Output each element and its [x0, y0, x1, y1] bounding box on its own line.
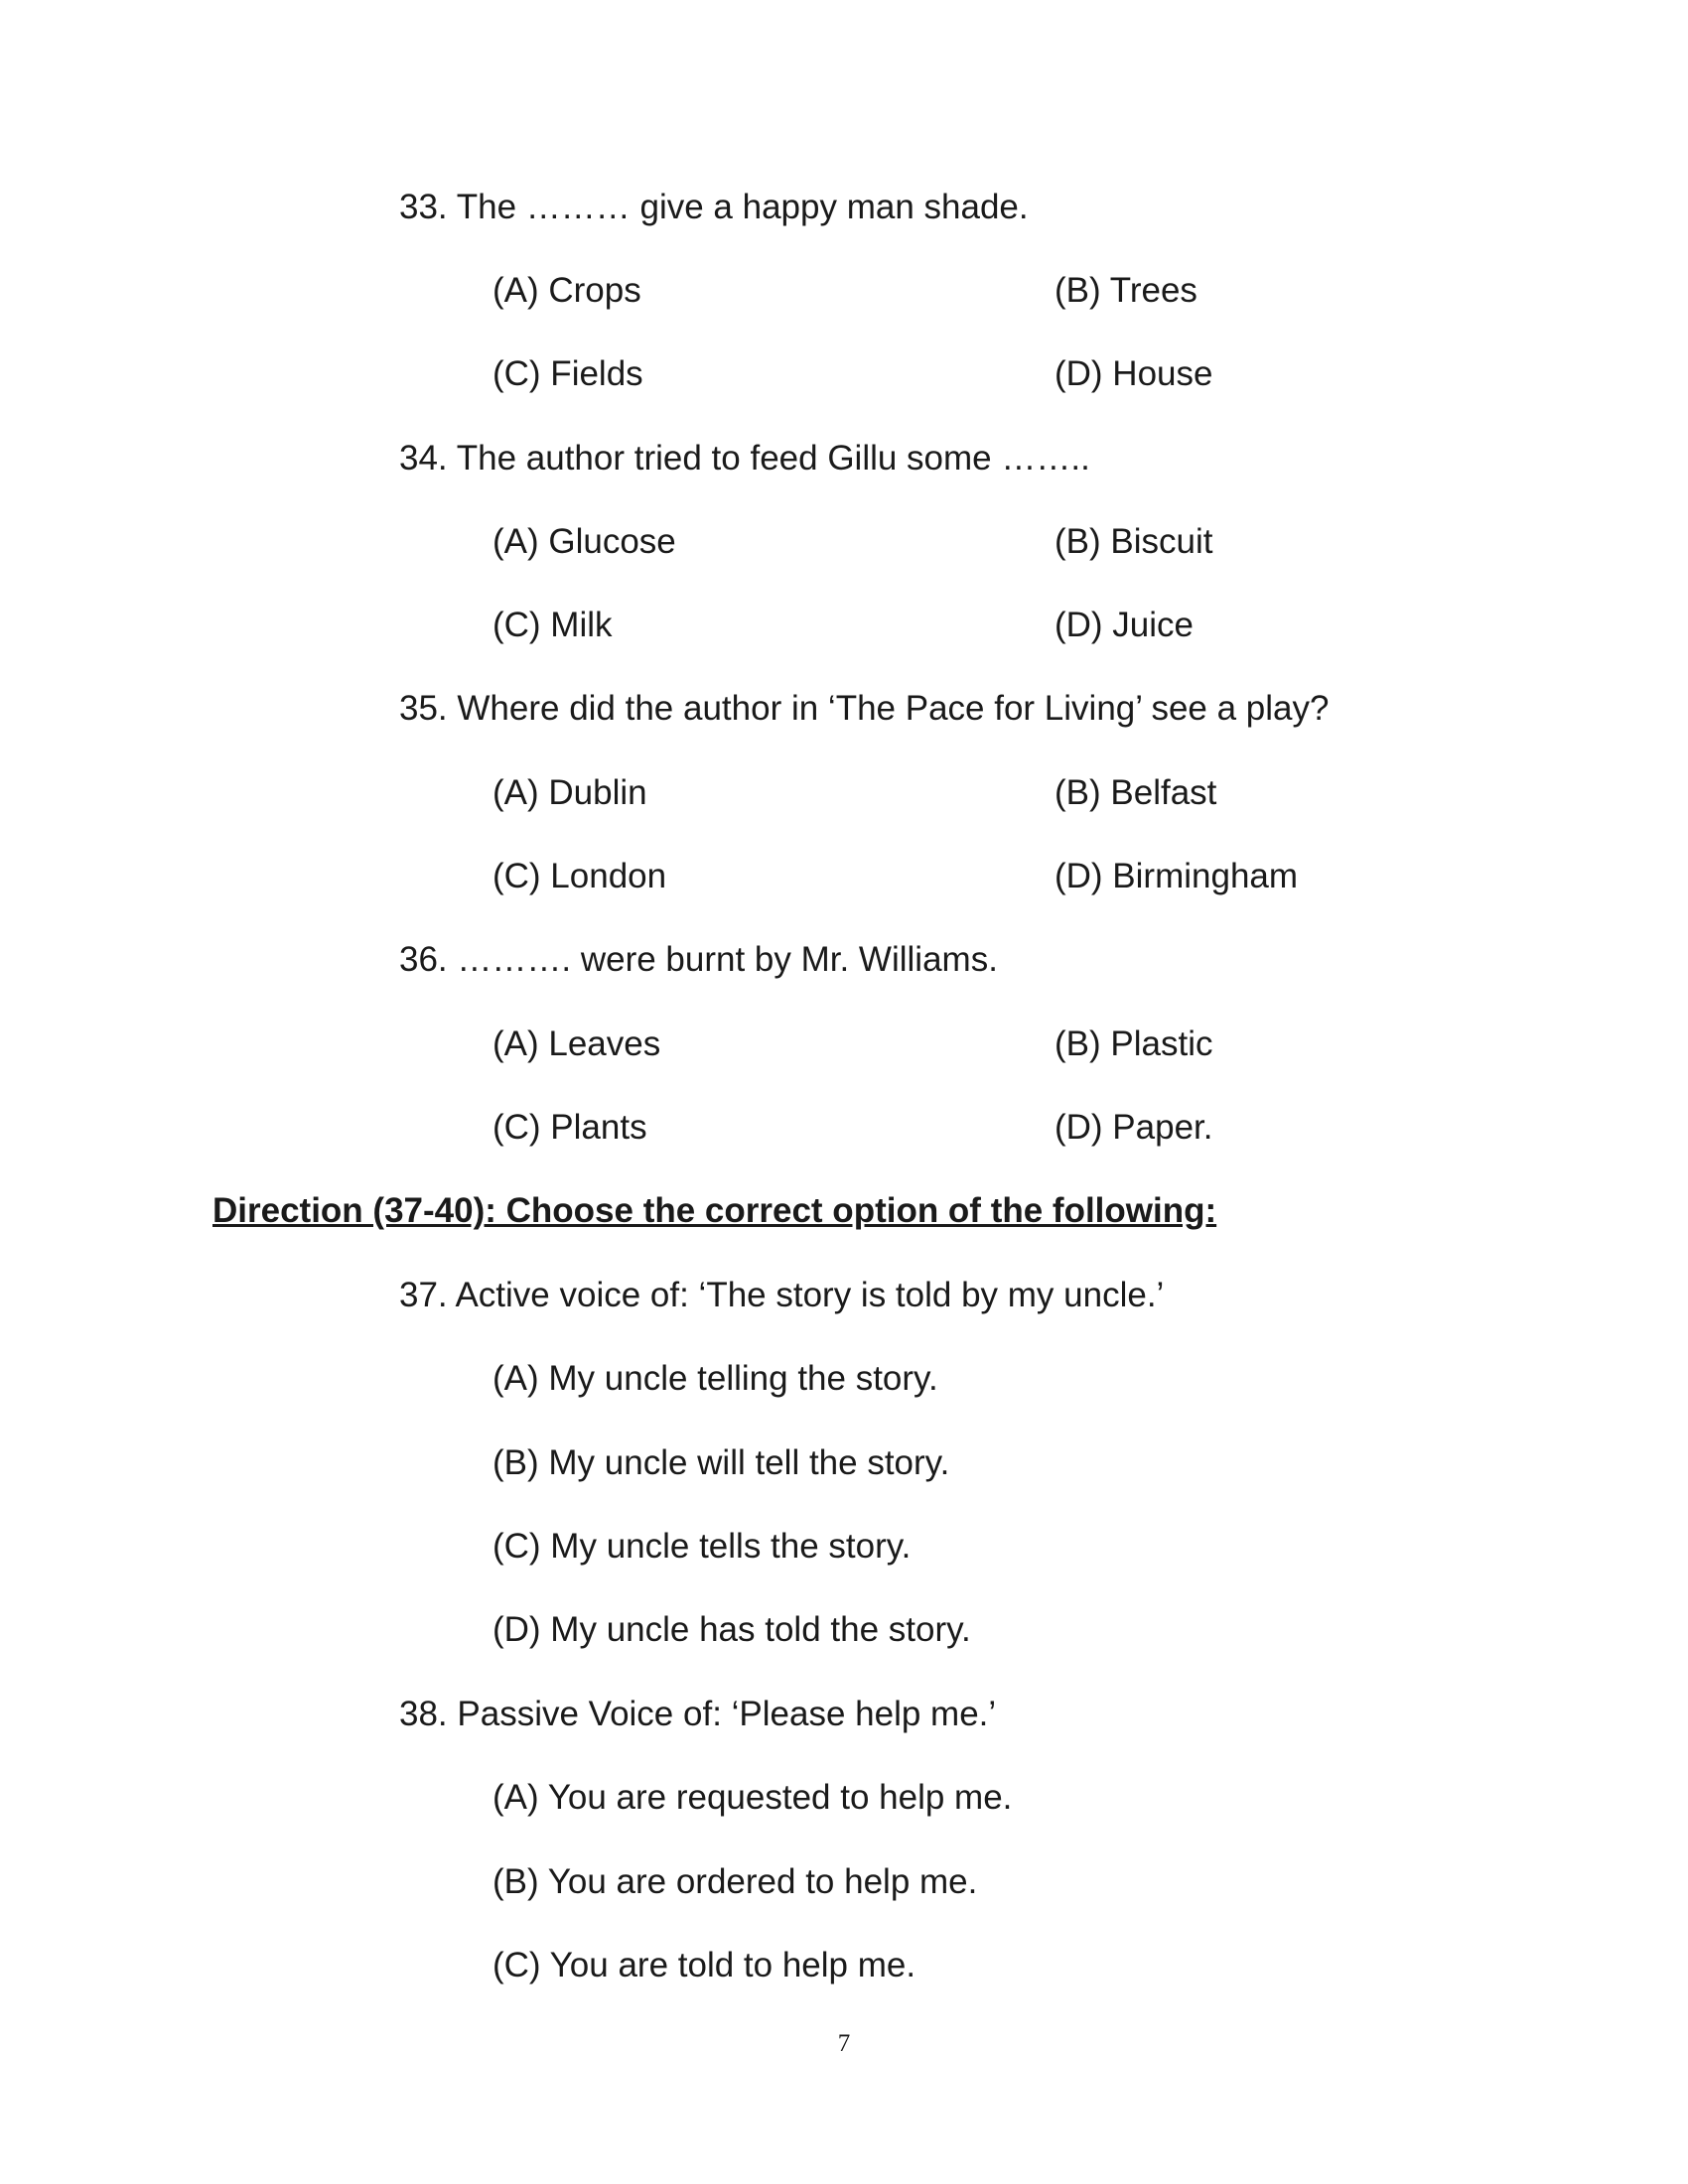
question-35-option-d: (D) Birmingham [1055, 857, 1299, 895]
question-38-option-a: (A) You are requested to help me. [492, 1778, 1013, 1817]
question-36-option-d: (D) Paper. [1055, 1108, 1213, 1147]
question-38: 38. Passive Voice of: ‘Please help me.’ [399, 1695, 997, 1733]
question-35-option-a: (A) Dublin [492, 773, 647, 812]
question-34-option-d: (D) Juice [1055, 606, 1195, 644]
question-37-option-d: (D) My uncle has told the story. [492, 1610, 971, 1649]
question-37-option-a: (A) My uncle telling the story. [492, 1359, 938, 1398]
question-33: 33. The ……… give a happy man shade. [399, 188, 1029, 226]
question-37: 37. Active voice of: ‘The story is told by my uncle.’ [399, 1276, 1165, 1314]
question-33-option-c: (C) Fields [492, 354, 643, 393]
question-36: 36. ………. were burnt by Mr. Williams. [399, 940, 998, 979]
question-33-option-b: (B) Trees [1055, 271, 1197, 310]
question-34-option-c: (C) Milk [492, 606, 613, 644]
page-number: 7 [837, 2030, 851, 2057]
question-33-option-d: (D) House [1055, 354, 1213, 393]
question-37-option-b: (B) My uncle will tell the story. [492, 1443, 950, 1482]
question-36-option-a: (A) Leaves [492, 1024, 661, 1063]
question-36-option-b: (B) Plastic [1055, 1024, 1213, 1063]
question-37-option-c: (C) My uncle tells the story. [492, 1527, 912, 1566]
question-34: 34. The author tried to feed Gillu some …….. [399, 439, 1090, 478]
question-38-option-c: (C) You are told to help me. [492, 1946, 916, 1984]
question-35-option-c: (C) London [492, 857, 667, 895]
question-35-option-b: (B) Belfast [1055, 773, 1217, 812]
question-34-option-b: (B) Biscuit [1055, 522, 1213, 561]
question-34-option-a: (A) Glucose [492, 522, 676, 561]
question-35: 35. Where did the author in ‘The Pace for Living’ see a play? [399, 689, 1330, 728]
question-36-option-c: (C) Plants [492, 1108, 647, 1147]
question-38-option-b: (B) You are ordered to help me. [492, 1862, 978, 1901]
direction-heading: Direction (37-40): Choose the correct option of the following: [212, 1191, 1217, 1230]
question-33-option-a: (A) Crops [492, 271, 641, 310]
